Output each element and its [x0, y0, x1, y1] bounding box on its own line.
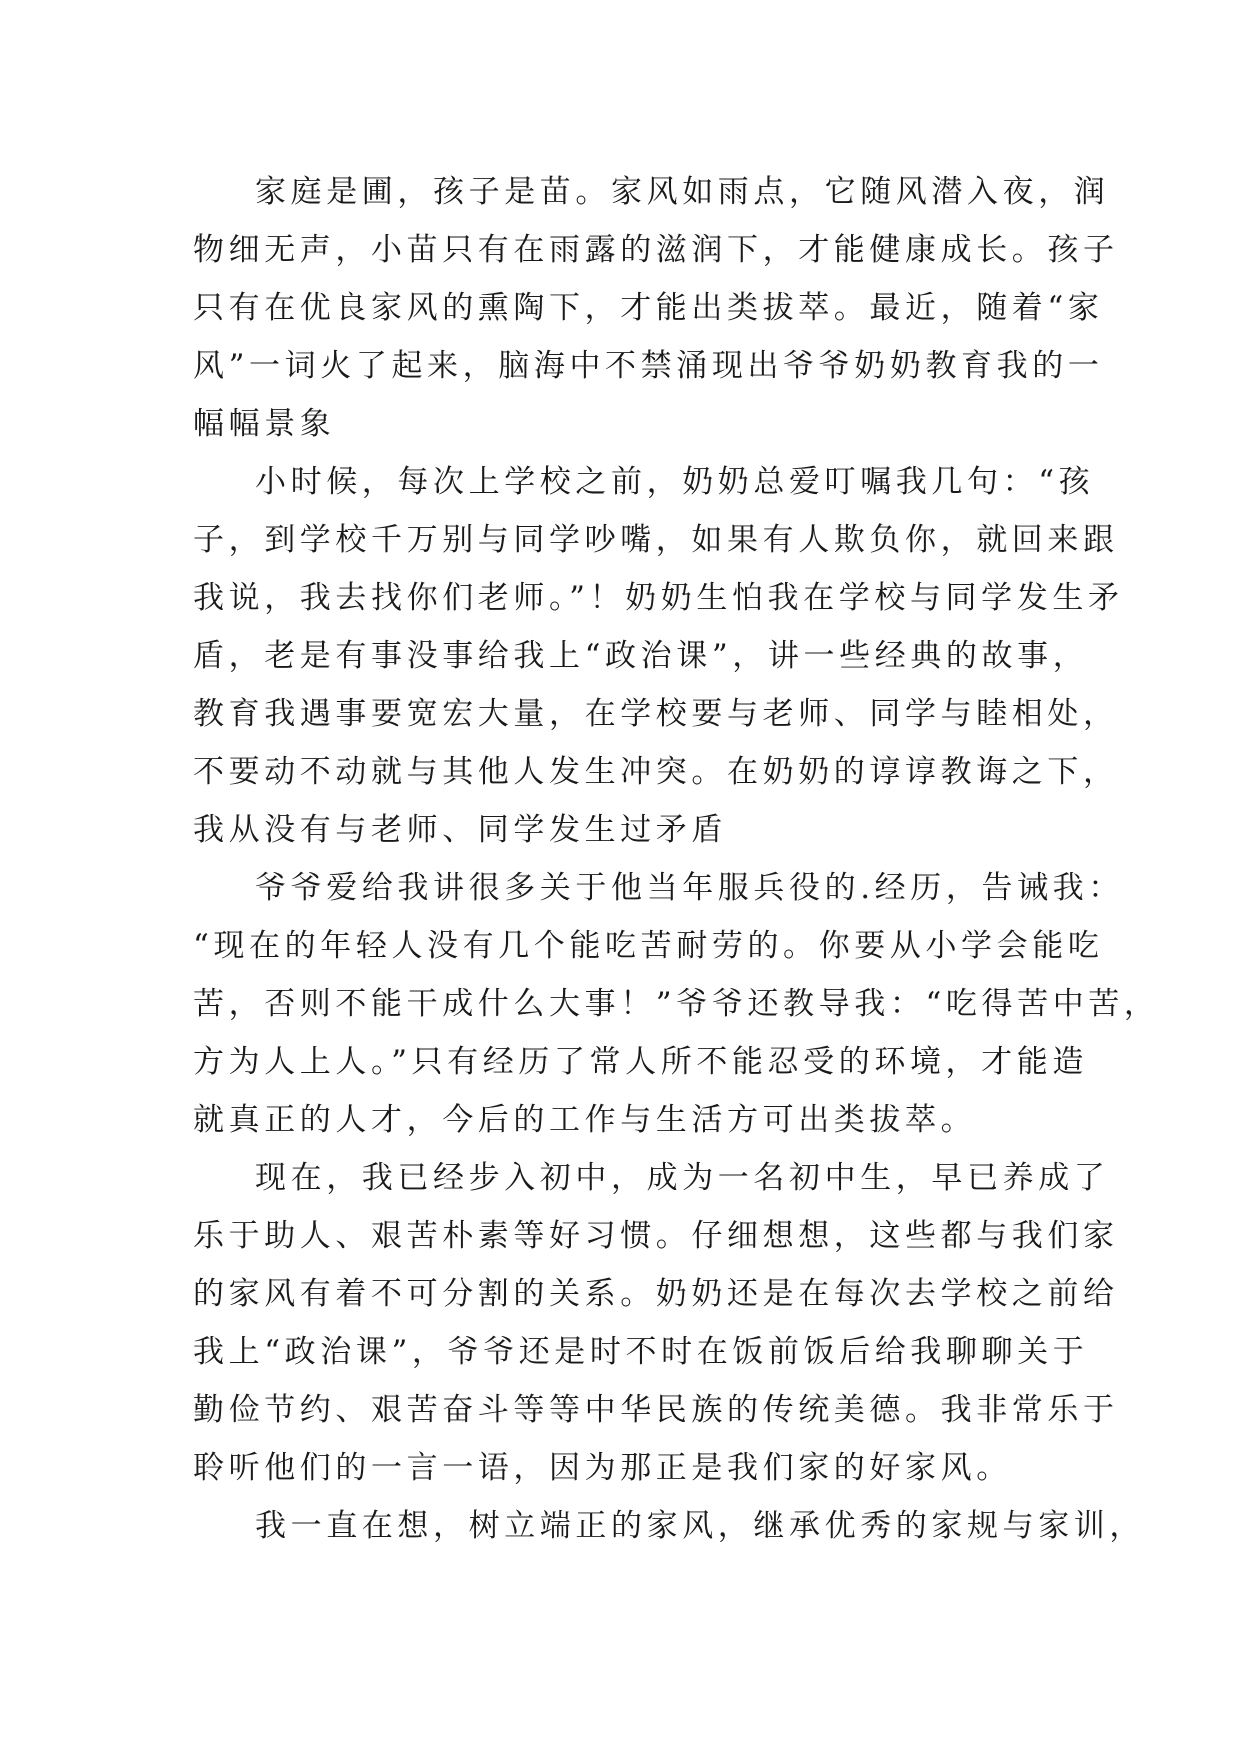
text-line: 我说，我去找你们老师。”！奶奶生怕我在学校与同学发生矛 — [193, 580, 1124, 616]
text-line: 物细无声，小苗只有在雨露的滋润下，才能健康成长。孩子 — [193, 232, 1119, 268]
paragraph-4 — [193, 1149, 1119, 1497]
text-line: “现在的年轻人没有几个能吃苦耐劳的。你要从小学会能吃 — [193, 928, 1104, 964]
text-line: 我从没有与老师、同学发生过矛盾 — [193, 812, 727, 848]
text-line: 方为人上人。”只有经历了常人所不能忍受的环境，才能造 — [193, 1044, 1088, 1080]
paragraph-3 — [193, 859, 1160, 1149]
text-line: 家庭是圃，孩子是苗。家风如雨点，它随风潜入夜，润 — [255, 174, 1110, 210]
text-line: 幅幅景象 — [193, 406, 336, 442]
text-line: 现在，我已经步入初中，成为一名初中生，早已养成了 — [255, 1160, 1110, 1196]
text-line: 乐于助人、艰苦朴素等好习惯。仔细想想，这些都与我们家 — [193, 1218, 1119, 1254]
text-line: 子，到学校千万别与同学吵嘴，如果有人欺负你，就回来跟 — [193, 522, 1119, 558]
text-line: 风”一词火了起来，脑海中不禁涌现出爷爷奶奶教育我的一 — [193, 348, 1104, 384]
text-line: 不要动不动就与其他人发生冲突。在奶奶的谆谆教诲之下， — [193, 754, 1119, 790]
paragraph-2 — [193, 453, 1124, 859]
text-line: 盾，老是有事没事给我上“政治课”，讲一些经典的故事， — [193, 638, 1089, 674]
paragraph-1 — [193, 163, 1119, 453]
text-line: 苦，否则不能干成什么大事！”爷爷还教导我：“吃得苦中苦， — [193, 986, 1160, 1022]
text-line: 聆听他们的一言一语，因为那正是我们家的好家风。 — [193, 1450, 1012, 1486]
text-line: 教育我遇事要宽宏大量，在学校要与老师、同学与睦相处， — [193, 696, 1119, 732]
text-line: 的家风有着不可分割的关系。奶奶还是在每次去学校之前给 — [193, 1276, 1119, 1312]
text-line: 勤俭节约、艰苦奋斗等等中华民族的传统美德。我非常乐于 — [193, 1392, 1119, 1428]
paragraph-5 — [193, 1497, 1145, 1555]
text-line: 就真正的人才，今后的工作与生活方可出类拔萃。 — [193, 1102, 977, 1138]
text-line: 小时候，每次上学校之前，奶奶总爱叮嘱我几句：“孩 — [255, 464, 1095, 500]
text-line: 爷爷爱给我讲很多关于他当年服兵役的.经历，告诫我： — [255, 870, 1124, 906]
document-body — [193, 163, 1160, 1555]
text-line: 我上“政治课”，爷爷还是时不时在饭前饭后给我聊聊关于 — [193, 1334, 1089, 1370]
text-line: 我一直在想，树立端正的家风，继承优秀的家规与家训， — [255, 1508, 1145, 1544]
text-line: 只有在优良家风的熏陶下，才能出类拔萃。最近，随着“家 — [193, 290, 1104, 326]
